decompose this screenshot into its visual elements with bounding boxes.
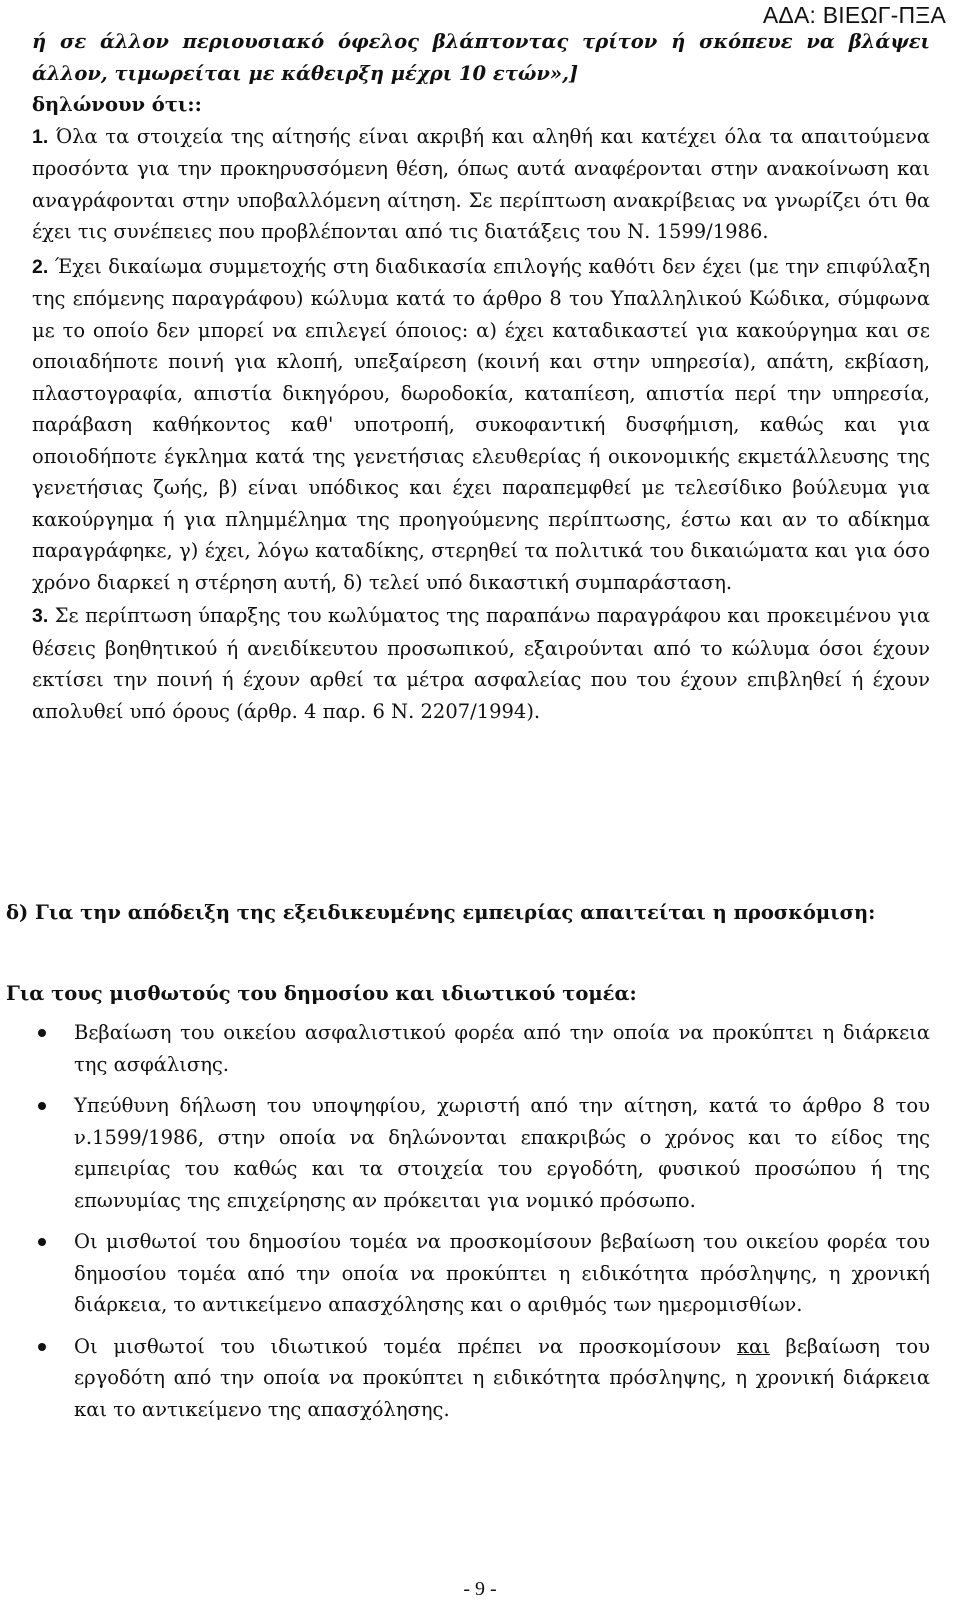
employees-subheading: Για τους μισθωτούς του δημοσίου και ιδιωτικού τομέα:: [6, 982, 637, 1005]
item-3: [32, 600, 930, 727]
page-number: - 9 -: [463, 1578, 497, 1600]
section-d-title: Για την απόδειξη της εξειδικευμένης εμπειρίας απαιτείται η προσκόμιση:: [28, 901, 876, 924]
bullet-text: Υπεύθυνη δήλωση του υποψηφίου, χωριστή από την αίτηση, κατά το άρθρο 8 του ν.1599/1986, στην οποία να δηλώνονται επακριβώς ο χρόνος και το είδος της εμπειρίας του καθώς και τα στοιχεία του εργοδότη, φυσικού προσώπου ή της επωνυμίας της επιχείρησης αν πρόκειται για νομικό πρόσωπο.: [74, 1094, 930, 1212]
section-d-label: δ): [6, 901, 29, 924]
bullet-text-before: Οι μισθωτοί του ιδιωτικού τομέα πρέπει να προσκομίσουν: [74, 1334, 737, 1358]
item-2-number: 2.: [32, 255, 49, 278]
item-1-number: 1.: [32, 125, 49, 148]
bullet-text: [74, 1331, 930, 1426]
item-2: [32, 251, 930, 599]
declaration-block: [32, 26, 930, 727]
item-1-text: Όλα τα στοιχεία της αίτησής είναι ακριβή και αληθή και κατέχει όλα τα απαιτούμενα προσόντα για την προκηρυσσόμενη θέση, όπως αυτά αναφέρονται στην ανακοίνωση και αναγράφονται στην υποβαλλόμενη αίτηση. Σε περίπτωση ανακρίβειας να γνωρίζει ότι θα έχει τις συνέπειες που προβλέπονται από τις διατάξεις του Ν. 1599/1986.: [32, 124, 930, 243]
bullet-icon: [6, 1331, 74, 1426]
section-d-heading: [6, 897, 930, 929]
list-item: [6, 1226, 930, 1321]
declare-line: δηλώνουν ότι::: [32, 93, 202, 116]
bullet-text-after: βεβαίωση του εργοδότη από την οποία να προκύπτει η ειδικότητα πρόσληψης, η χρονική διάρκεια και το αντικείμενο της απασχόλησης.: [74, 1334, 930, 1421]
item-2-text: Έχει δικαίωμα συμμετοχής στη διαδικασία επιλογής καθότι δεν έχει (με την επιφύλαξη της επόμενης παραγράφου) κώλυμα κατά το άρθρο 8 του Υπαλληλικού Κώδικα, σύμφωνα με το οποίο δεν μπορεί να επιλεγεί όποιος: α) έχει καταδικαστεί για κακούργημα και σε οποιαδήποτε ποινή για κλοπή, υπεξαίρεση (κοινή και στην υπηρεσία), απάτη, εκβίαση, πλαστογραφία, απιστία δικηγόρου, δωροδοκία, καταπίεση, απιστία περί την υπηρεσία, παράβαση καθήκοντος καθ' υποτροπή, συκοφαντική δυσφήμιση, καθώς και για οποιοδήποτε έγκλημα κατά της γενετήσιας ελευθερίας ή οικονομικής εκμετάλλευσης της γενετήσιας ζωής, β) είναι υπόδικος και έχει παραπεμφθεί με τελεσίδικο βούλευμα για κακούργημα ή για πλημμέλημα της προηγούμενης περίπτωσης, έστω και αν το αδίκημα παραγράφηκε, γ) έχει, λόγω καταδίκης, στερηθεί τα πολιτικά του δικαιώματα και για όσο χρόνο διαρκεί η στέρηση αυτή, δ) τελεί υπό δικαστική συμπαράσταση.: [32, 254, 930, 594]
bullet-icon: [6, 1226, 74, 1321]
list-item: [6, 1331, 930, 1426]
bullet-icon: [6, 1090, 74, 1216]
bullet-text: Οι μισθωτοί του δημοσίου τομέα να προσκομίσουν βεβαίωση του οικείου φορέα του δημοσίου τομέα από την οποία να προκύπτει η ειδικότητα πρόσληψης, η χρονική διάρκεια, το αντικείμενο απασχόλησης και ο αριθμός των ημερομισθίων.: [74, 1230, 930, 1316]
ada-code: ΑΔΑ: ΒΙΕΩΓ-ΠΞΑ: [762, 2, 946, 28]
quote-ending: ή σε άλλον περιουσιακό όφελος βλάπτοντας τρίτον ή σκόπευε να βλάψει άλλον, τιμωρείται με κάθειρξη μέχρι 10 ετών»,]: [32, 30, 930, 85]
bullet-list: [6, 1017, 930, 1435]
item-3-text: Σε περίπτωση ύπαρξης του κωλύματος της παραπάνω παραγράφου και προκειμένου για θέσεις βοηθητικού ή ανειδίκευτου προσωπικού, εξαιρούνται από το κώλυμα όσοι έχουν εκτίσει την ποινή ή έχουν αρθεί τα μέτρα ασφαλείας που του έχουν επιβληθεί ή έχουν απολυθεί υπό όρους (άρθρ. 4 παρ. 6 Ν. 2207/1994).: [32, 604, 930, 723]
item-1: [32, 121, 930, 248]
list-item: [6, 1090, 930, 1216]
bullet-icon: [6, 1017, 74, 1080]
item-3-number: 3.: [32, 605, 49, 627]
list-item: [6, 1017, 930, 1080]
bullet-text: Βεβαίωση του οικείου ασφαλιστικού φορέα από την οποία να προκύπτει η διάρκεια της ασφάλισης.: [74, 1021, 930, 1076]
underlined-word: και: [736, 1334, 770, 1358]
